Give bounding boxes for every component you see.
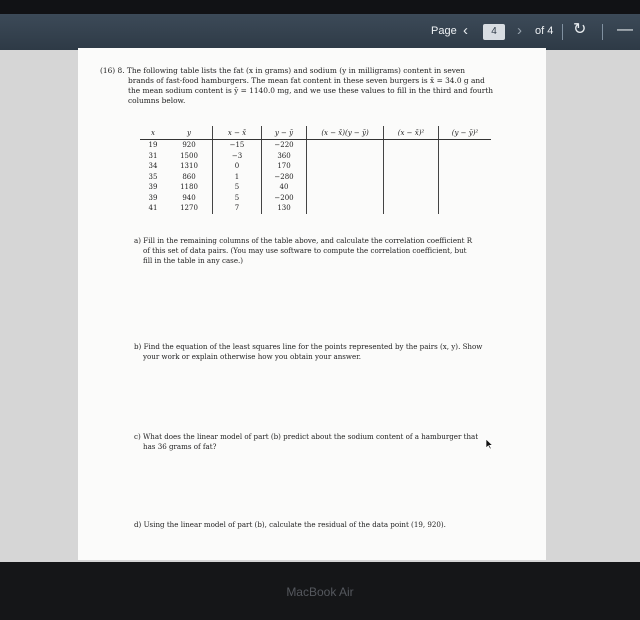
question-line: c) What does the linear model of part (b) predict about the sodium content of a hamburger that	[134, 432, 479, 441]
document-page	[78, 48, 546, 560]
table-row	[140, 151, 491, 162]
table-cell	[384, 182, 439, 193]
table-row	[140, 203, 491, 214]
question-line: has 36 grams of fat?	[143, 442, 217, 451]
table-cell: 35	[148, 172, 158, 181]
table-cell: 360	[262, 151, 307, 162]
table-cell: 170	[262, 161, 307, 172]
zoom-out-icon[interactable]: —	[617, 21, 633, 38]
previous-page-button[interactable]: ‹	[463, 22, 468, 39]
table-cell	[439, 161, 492, 172]
table-cell	[307, 203, 384, 214]
data-table	[140, 126, 491, 214]
page-label: Page	[431, 25, 457, 37]
question-part-a	[134, 236, 504, 266]
question-line: of this set of data pairs. (You may use software to compute the correlation coefficient, but	[143, 246, 467, 255]
table-cell	[384, 140, 439, 151]
table-cell: −280	[262, 172, 307, 183]
table-cell: 0	[213, 161, 262, 172]
mouse-cursor-icon	[485, 438, 493, 450]
table-cell	[384, 172, 439, 183]
question-line: fill in the table in any case.)	[143, 256, 244, 265]
table-cell	[384, 203, 439, 214]
col-header-x: x	[140, 126, 166, 140]
col-header-x-dev: x − x̄	[213, 126, 262, 140]
table-cell: 41	[148, 204, 158, 213]
table-row	[140, 182, 491, 193]
rotate-icon[interactable]: ↻	[573, 21, 587, 38]
table-cell: −200	[262, 193, 307, 204]
page-number-input[interactable]: 4	[483, 24, 505, 40]
table-header-row	[140, 126, 491, 140]
table-cell: 5	[213, 182, 262, 193]
table-cell: 39	[148, 193, 158, 202]
problem-line: the mean sodium content is ȳ = 1140.0 mg, and we use these values to fill in the third and fourth	[128, 86, 494, 95]
table-cell: 31	[148, 151, 158, 160]
table-cell	[307, 140, 384, 151]
col-header-x-dev-sq: (x − x̄)²	[384, 126, 439, 140]
table-cell	[384, 151, 439, 162]
table-cell	[384, 161, 439, 172]
table-cell: 1310	[166, 161, 213, 172]
problem-line: (16) 8. The following table lists the fat (x in grams) and sodium (y in milligrams) content in seven	[100, 66, 466, 75]
col-header-y-dev: y − ȳ	[262, 126, 307, 140]
table-cell: 5	[213, 193, 262, 204]
table-cell: 860	[166, 172, 213, 183]
table-cell: 920	[166, 140, 213, 151]
col-header-y: y	[166, 126, 213, 140]
table-cell	[307, 172, 384, 183]
table-cell: 940	[166, 193, 213, 204]
table-cell	[439, 193, 492, 204]
question-line: your work or explain otherwise how you obtain your answer.	[143, 352, 362, 361]
table-row	[140, 172, 491, 183]
table-row	[140, 140, 491, 151]
table-cell	[439, 172, 492, 183]
problem-line: columns below.	[128, 96, 186, 105]
table-cell: 130	[262, 203, 307, 214]
total-pages-label: of 4	[535, 25, 554, 37]
table-cell: 1	[213, 172, 262, 183]
table-cell	[307, 193, 384, 204]
question-line: d) Using the linear model of part (b), calculate the residual of the data point (19, 920).	[134, 520, 446, 529]
table-cell	[439, 151, 492, 162]
table-cell	[439, 182, 492, 193]
document-viewer[interactable]	[0, 50, 640, 562]
table-cell: 39	[148, 183, 158, 192]
table-row	[140, 193, 491, 204]
question-line: b) Find the equation of the least squares line for the points represented by the pairs (x, y). Show	[134, 342, 483, 351]
col-header-y-dev-sq: (y − ȳ)²	[439, 126, 492, 140]
table-cell: −220	[262, 140, 307, 151]
table-cell	[307, 151, 384, 162]
problem-line: brands of fast-food hamburgers. The mean fat content in these seven burgers is x̄ = 34.0 g and	[128, 76, 485, 85]
problem-statement	[100, 66, 520, 106]
table-cell	[307, 182, 384, 193]
screen-bezel-top	[0, 0, 640, 14]
table-cell: 7	[213, 203, 262, 214]
viewer-toolbar	[0, 14, 640, 50]
question-part-c	[134, 432, 504, 452]
table-cell: 19	[148, 141, 158, 150]
table-cell: 1180	[166, 182, 213, 193]
table-cell	[439, 203, 492, 214]
table-cell: −15	[213, 140, 262, 151]
question-line: a) Fill in the remaining columns of the table above, and calculate the correlation coefficient R	[134, 236, 473, 245]
table-cell	[384, 193, 439, 204]
table-cell: 1500	[166, 151, 213, 162]
toolbar-divider	[602, 24, 603, 40]
next-page-button[interactable]: ›	[517, 22, 522, 39]
table-cell	[439, 140, 492, 151]
table-row	[140, 161, 491, 172]
table-cell: 1270	[166, 203, 213, 214]
table-cell	[307, 161, 384, 172]
table-cell: 34	[148, 162, 158, 171]
table-cell: 40	[262, 182, 307, 193]
toolbar-divider	[562, 24, 563, 40]
laptop-brand-label: MacBook Air	[286, 585, 354, 599]
col-header-product: (x − x̄)(y − ȳ)	[307, 126, 384, 140]
question-part-d	[134, 520, 504, 530]
table-cell: −3	[213, 151, 262, 162]
question-part-b	[134, 342, 504, 362]
